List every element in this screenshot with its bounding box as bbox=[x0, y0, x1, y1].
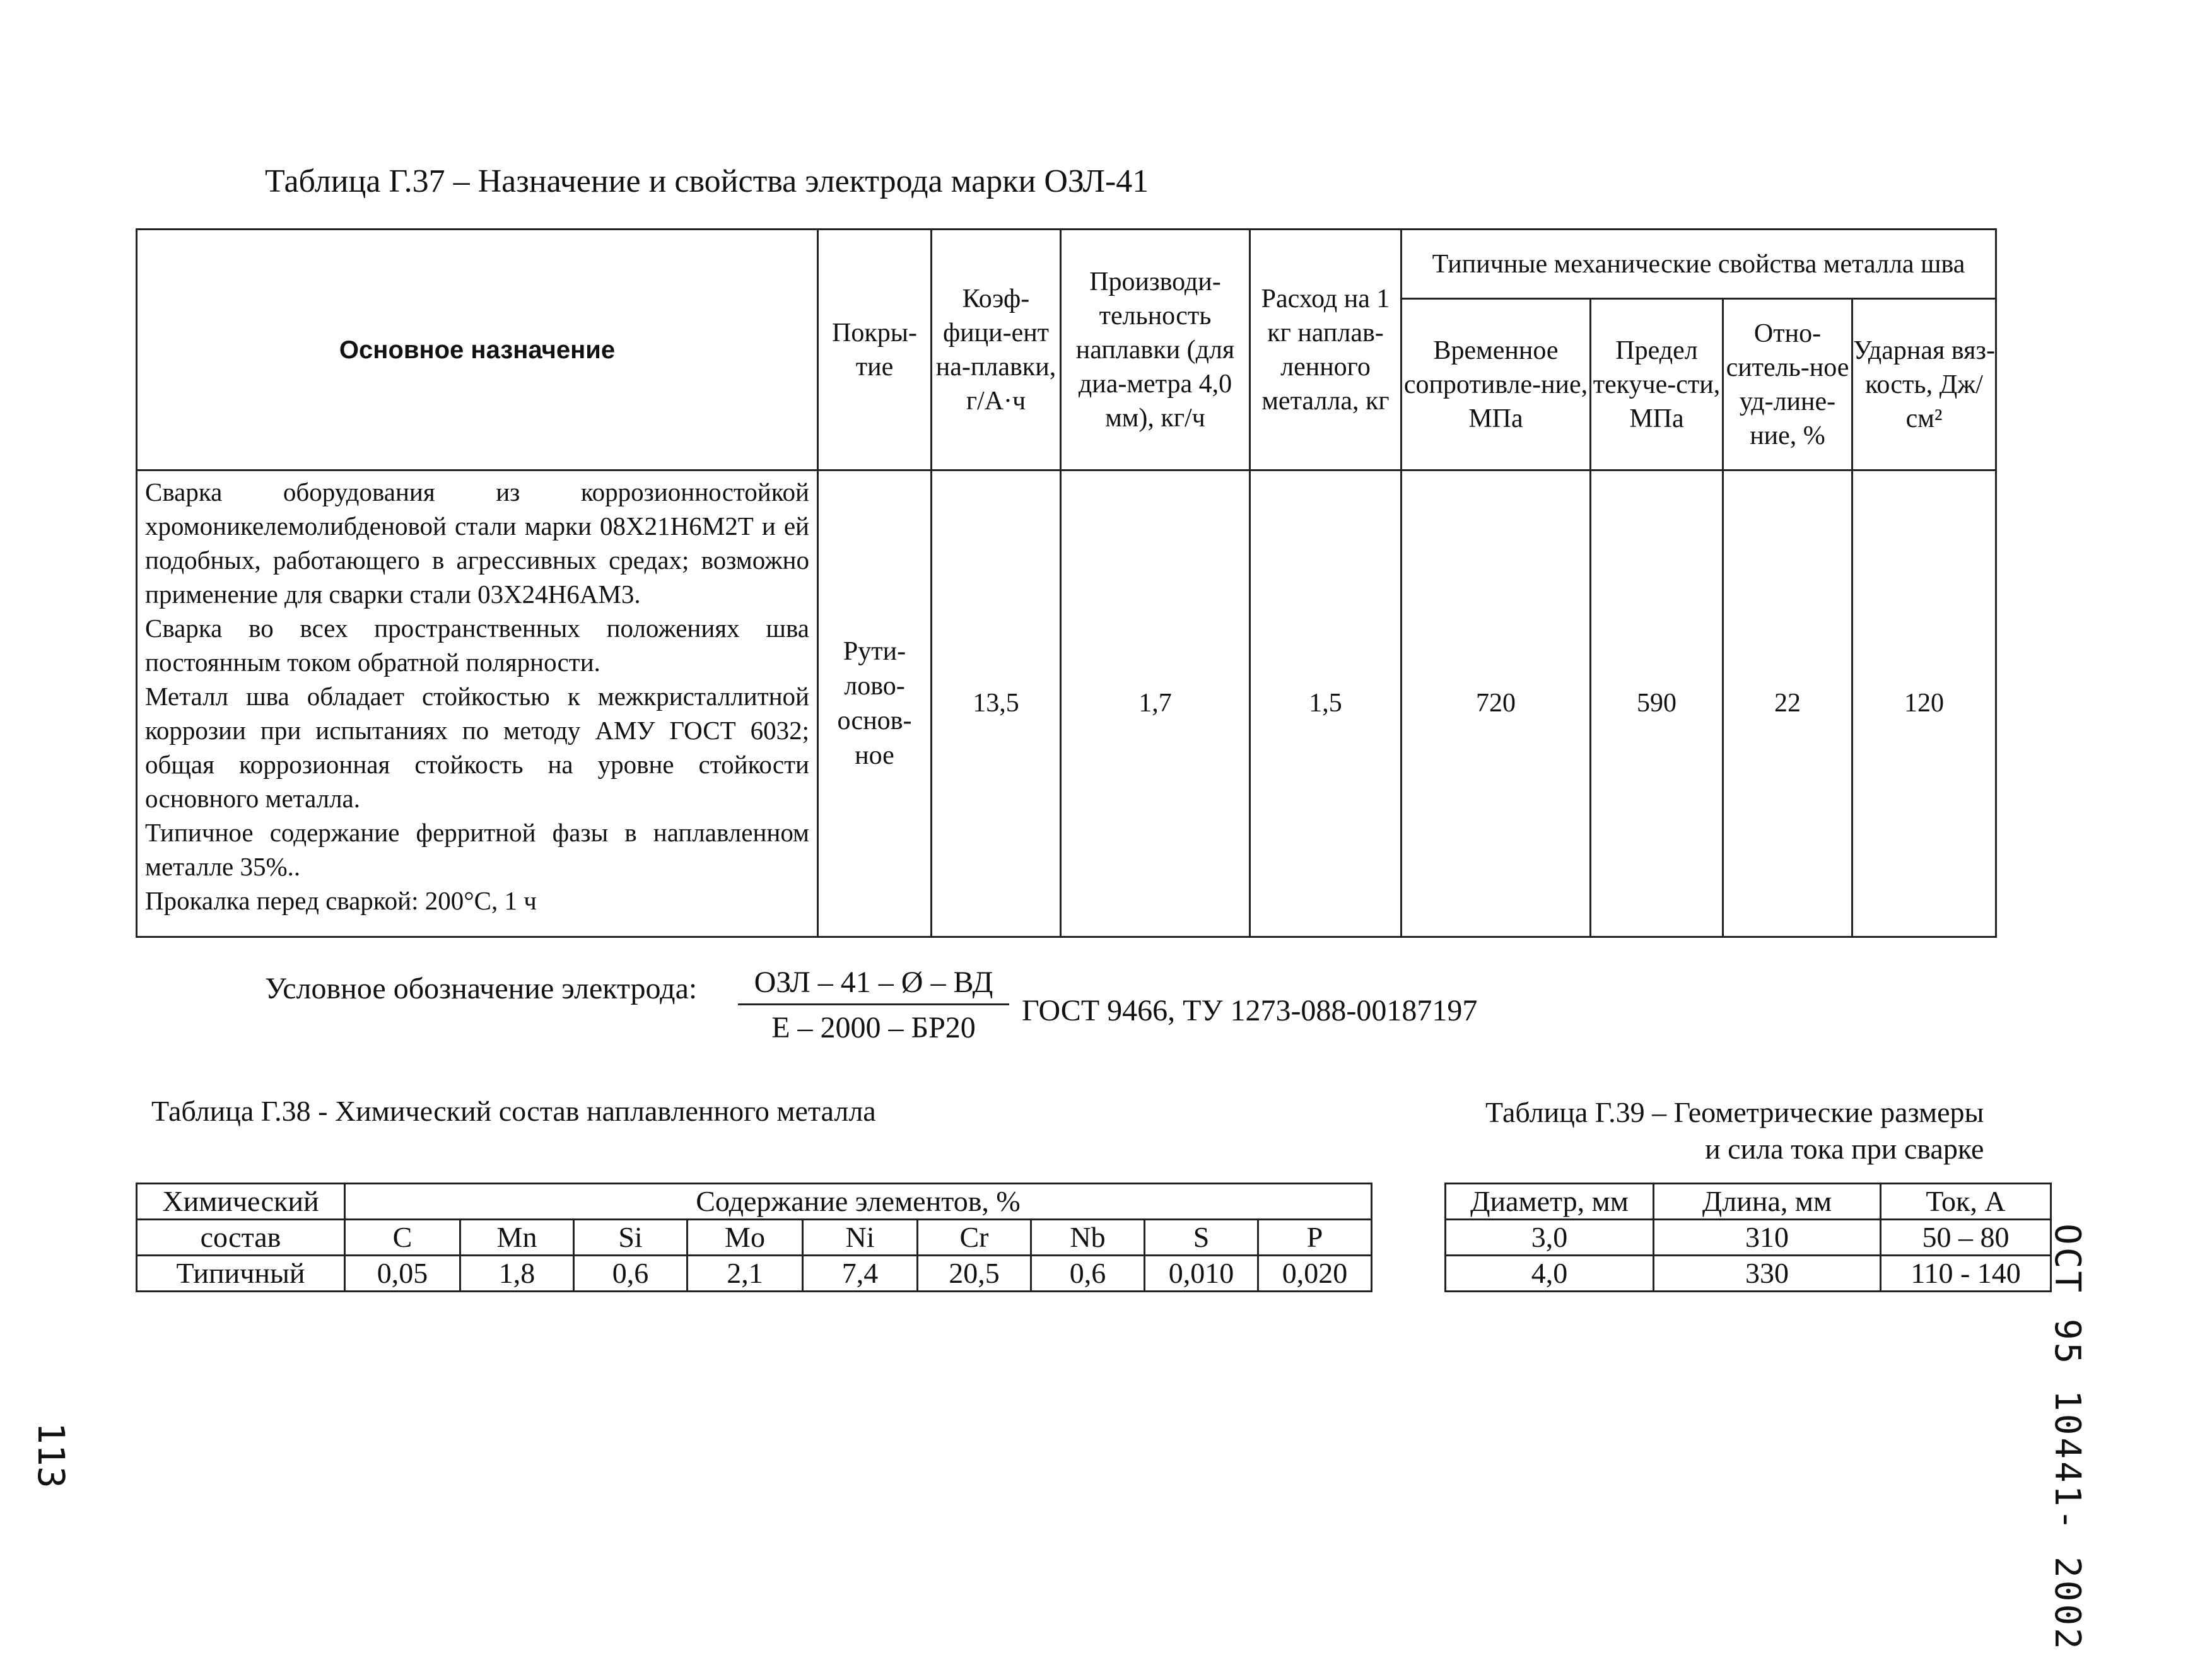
header-length: Длина, мм bbox=[1654, 1184, 1881, 1220]
header-elements-content: Содержание элементов, % bbox=[345, 1184, 1372, 1220]
cell-length: 310 bbox=[1654, 1220, 1881, 1256]
element-header: C bbox=[345, 1220, 460, 1256]
header-impact-toughness: Ударная вяз-кость, Дж/см² bbox=[1852, 299, 1996, 470]
header-diameter: Диаметр, мм bbox=[1446, 1184, 1654, 1220]
element-header: S bbox=[1145, 1220, 1258, 1256]
value-tensile-strength: 720 bbox=[1402, 470, 1591, 937]
description-paragraph: Сварка во всех пространственных положениях шва постоянным током обратной полярности. bbox=[145, 614, 809, 677]
element-header: Mn bbox=[460, 1220, 574, 1256]
element-value: 0,6 bbox=[574, 1256, 688, 1292]
value-productivity: 1,7 bbox=[1061, 470, 1250, 937]
element-header: Ni bbox=[803, 1220, 918, 1256]
table38 bbox=[136, 1183, 1372, 1292]
element-value: 20,5 bbox=[918, 1256, 1031, 1292]
description-paragraph: Металл шва обладает стойкостью к межкристаллитной коррозии при испытаниях по методу АМУ ГОСТ 6032; общая коррозионная стойкость на уровне стойкости основного металла. bbox=[145, 682, 809, 813]
designation-denominator: Е – 2000 – БР20 bbox=[771, 1011, 976, 1044]
element-header: P bbox=[1258, 1220, 1372, 1256]
row-label: Типичный bbox=[137, 1256, 345, 1292]
value-deposition-coef: 13,5 bbox=[932, 470, 1061, 937]
standard-code-vertical: ОСТ 95 10441- 2002 bbox=[2047, 1224, 2088, 1652]
element-value: 7,4 bbox=[803, 1256, 918, 1292]
header-current: Ток, А bbox=[1881, 1184, 2051, 1220]
header-tensile-strength: Временное сопротивле-ние, МПа bbox=[1402, 299, 1591, 470]
cell-diameter: 4,0 bbox=[1446, 1256, 1654, 1292]
header-deposition-coef: Коэф-фици-ент на-плавки, г/А·ч bbox=[932, 230, 1061, 470]
header-elongation: Отно-ситель-ное уд-лине-ние, % bbox=[1723, 299, 1852, 470]
header-mechanical-properties: Типичные механические свойства металла шва bbox=[1402, 230, 1996, 299]
description-paragraph: Типичное содержание ферритной фазы в наплавленном металле 35%.. bbox=[145, 818, 809, 881]
header-coating: Покры-тие bbox=[818, 230, 932, 470]
element-header: Cr bbox=[918, 1220, 1031, 1256]
element-header: Si bbox=[574, 1220, 688, 1256]
element-value: 0,05 bbox=[345, 1256, 460, 1292]
table39 bbox=[1444, 1183, 2052, 1292]
cell-current: 50 – 80 bbox=[1881, 1220, 2051, 1256]
table38-title: Таблица Г.38 - Химический состав наплавленного металла bbox=[151, 1095, 876, 1127]
header-chem-label: состав bbox=[137, 1220, 345, 1256]
value-yield-strength: 590 bbox=[1591, 470, 1723, 937]
cell-diameter: 3,0 bbox=[1446, 1220, 1654, 1256]
description-paragraph: Сварка оборудования из коррозионностойкой хромоникелемолибденовой стали марки 08Х21Н6М2Т и ей подобных, работающего в агрессивных средах; возможно применение для сварки стали 03Х24Н6АМ3. bbox=[145, 477, 809, 609]
element-value: 2,1 bbox=[688, 1256, 803, 1292]
table39-title-line: Таблица Г.39 – Геометрические размеры bbox=[1485, 1096, 1984, 1128]
element-value: 1,8 bbox=[460, 1256, 574, 1292]
element-header: Mo bbox=[688, 1220, 803, 1256]
designation-standard: ГОСТ 9466, ТУ 1273-088-00187197 bbox=[1022, 994, 1478, 1027]
element-value: 0,020 bbox=[1258, 1256, 1372, 1292]
table37-title: Таблица Г.37 – Назначение и свойства электрода марки ОЗЛ-41 bbox=[265, 163, 1149, 199]
description-cell bbox=[137, 470, 818, 937]
value-impact-toughness: 120 bbox=[1852, 470, 1996, 937]
element-header: Nb bbox=[1031, 1220, 1145, 1256]
cell-current: 110 - 140 bbox=[1881, 1256, 2051, 1292]
value-consumption: 1,5 bbox=[1250, 470, 1402, 937]
designation-fraction bbox=[738, 965, 1009, 1045]
table39-title-line: и сила тока при сварке bbox=[1705, 1133, 1984, 1165]
page-number: 113 bbox=[30, 1422, 73, 1488]
header-productivity: Производи-тельность наплавки (для диа-метра 4,0 мм), кг/ч bbox=[1061, 230, 1250, 470]
header-yield-strength: Предел текуче-сти, МПа bbox=[1591, 299, 1723, 470]
header-chem-label: Химический bbox=[137, 1184, 345, 1220]
cell-length: 330 bbox=[1654, 1256, 1881, 1292]
header-main-purpose: Основное назначение bbox=[137, 230, 818, 470]
designation-label: Условное обозначение электрода: bbox=[265, 972, 698, 1005]
table37 bbox=[136, 228, 1997, 938]
element-value: 0,010 bbox=[1145, 1256, 1258, 1292]
description-paragraph: Прокалка перед сваркой: 200°С, 1 ч bbox=[145, 886, 537, 915]
designation-numerator: ОЗЛ – 41 – Ø – ВД bbox=[738, 965, 1009, 1005]
header-consumption: Расход на 1 кг наплав-ленного металла, кг bbox=[1250, 230, 1402, 470]
value-elongation: 22 bbox=[1723, 470, 1852, 937]
table39-title bbox=[1485, 1094, 1984, 1167]
element-value: 0,6 bbox=[1031, 1256, 1145, 1292]
value-coating: Рути-лово-основ-ное bbox=[818, 470, 932, 937]
